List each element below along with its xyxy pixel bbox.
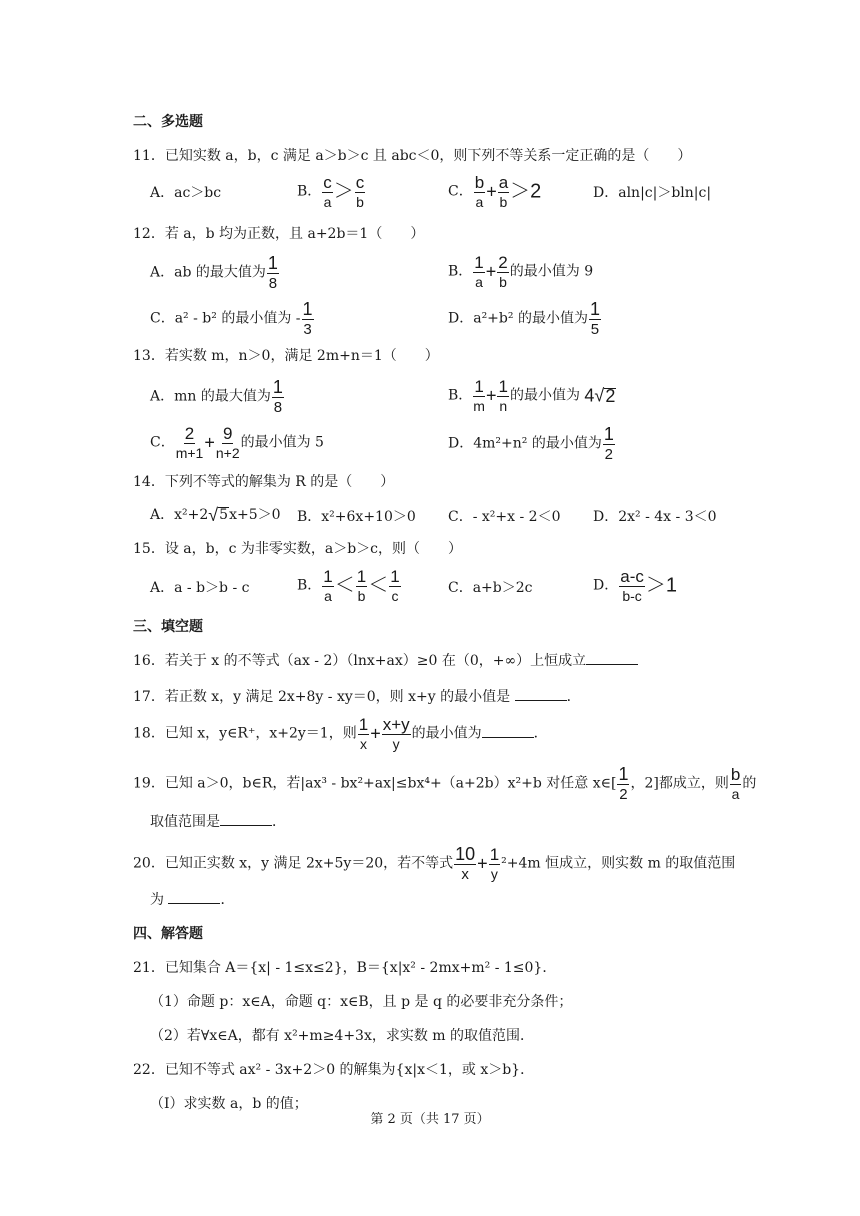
denominator: a bbox=[324, 588, 332, 604]
fraction bbox=[272, 378, 284, 415]
radicand: 2 bbox=[605, 385, 616, 406]
option-text: D．a²+b² 的最小值为 bbox=[448, 310, 588, 327]
numerator: 1 bbox=[589, 299, 600, 319]
plus: + bbox=[485, 261, 497, 282]
numerator: 1 bbox=[356, 567, 367, 586]
denominator: 8 bbox=[268, 275, 278, 292]
denominator: 2 bbox=[604, 446, 614, 463]
question-text: 19．已知 a＞0，b∈R，若|ax³ - bx²+ax|≤bx⁴+（a+2b）x²+b 对任意 x∈[ bbox=[133, 775, 617, 792]
section-heading-answer: 四、解答题 bbox=[133, 926, 203, 942]
numerator: c bbox=[355, 173, 365, 192]
question-11-stem: 11．已知实数 a，b，c 满足 a＞b＞c 且 abc＜0，则下列不等关系一定正确的是（ ） bbox=[133, 148, 692, 164]
q11-option-c bbox=[448, 174, 541, 209]
question-22-part-1: （Ⅰ）求实数 a，b 的值； bbox=[150, 1096, 308, 1112]
numerator: 1 bbox=[267, 253, 278, 273]
q12-option-c bbox=[150, 300, 315, 337]
question-14-stem: 14．下列不等式的解集为 R 的是（ ） bbox=[133, 474, 395, 490]
numerator: 1 bbox=[474, 377, 484, 396]
q11-option-b bbox=[297, 174, 366, 209]
denominator: 3 bbox=[303, 321, 312, 338]
denominator: b bbox=[499, 274, 507, 290]
q12-option-a bbox=[150, 254, 280, 291]
denominator: m+1 bbox=[175, 445, 204, 461]
fraction bbox=[589, 300, 601, 337]
option-label: B． bbox=[448, 387, 473, 404]
question-text: 18．已知 x，y∈R⁺，x+2y＝1，则 bbox=[133, 725, 357, 742]
fraction bbox=[356, 568, 367, 603]
q15-option-b bbox=[297, 568, 402, 603]
option-text: C．a² - b² 的最小值为 - bbox=[150, 310, 301, 327]
question-text: 16．若关于 x 的不等式（ax - 2）（lnx+ax）≥0 在（0，+∞）上恒成立 bbox=[133, 653, 587, 669]
fraction bbox=[322, 174, 333, 209]
relation: ＜ bbox=[334, 574, 355, 597]
question-16 bbox=[133, 651, 638, 671]
question-text: 17．若正数 x，y 满足 2x+8y - xy＝0，则 x+y 的最小值是 bbox=[133, 689, 515, 705]
numerator: 1 bbox=[603, 424, 614, 444]
page-footer: 第 2 页（共 17 页） bbox=[370, 1112, 490, 1127]
q14-option-b: B．x²+6x+10＞0 bbox=[297, 509, 416, 525]
option-text: x+5＞0 bbox=[229, 507, 281, 523]
relation: ＞1 bbox=[645, 574, 677, 597]
fraction bbox=[473, 254, 484, 289]
answer-blank bbox=[220, 813, 272, 826]
question-text: 的 bbox=[742, 775, 757, 792]
fraction bbox=[322, 568, 333, 603]
question-18: 18．已知 x，y∈R⁺，x+2y＝1，则 $\frac{1}{x}$ + $\frac{x+y}{y}$ 的最小值为 ． bbox=[133, 715, 548, 752]
numerator: b bbox=[730, 765, 741, 784]
q14-option-d: D．2x² - 4x - 3＜0 bbox=[593, 509, 717, 525]
option-text: A．mn 的最大值为 bbox=[150, 388, 271, 405]
question-17: 17．若正数 x，y 满足 2x+8y - xy＝0，则 x+y 的最小值是 ． bbox=[133, 689, 581, 705]
question-19 bbox=[133, 765, 756, 802]
fraction bbox=[474, 174, 485, 209]
fraction bbox=[619, 568, 645, 603]
answer-blank bbox=[482, 725, 534, 738]
q15-option-d bbox=[593, 568, 677, 603]
question-text: 20．已知正实数 x，y 满足 2x+5y＝20，若不等式 bbox=[133, 855, 454, 872]
fraction bbox=[498, 174, 509, 209]
question-text: 的最小值为 bbox=[411, 725, 482, 742]
fraction bbox=[617, 765, 629, 802]
fraction bbox=[603, 425, 615, 462]
option-label: C． bbox=[448, 183, 473, 200]
denominator: b bbox=[357, 588, 366, 604]
denominator: n+2 bbox=[215, 445, 240, 461]
q13-option-b bbox=[448, 378, 616, 413]
question-15-stem: 15．设 a，b，c 为非零实数，a＞b＞c，则（ ） bbox=[133, 541, 463, 557]
plus: + bbox=[477, 853, 488, 874]
fraction bbox=[497, 254, 508, 289]
coefficient: 4 bbox=[584, 385, 595, 406]
numerator: 10 bbox=[455, 844, 476, 864]
denominator: x bbox=[461, 866, 469, 883]
question-22-stem: 22．已知不等式 ax² - 3x+2＞0 的解集为{x|x＜1，或 x＞b}． bbox=[133, 1062, 535, 1078]
q15-option-a: A．a - b＞b - c bbox=[150, 580, 250, 596]
question-text: ²+4m 恒成立，则实数 m 的取值范围 bbox=[501, 855, 736, 872]
numerator: 1 bbox=[272, 377, 283, 397]
section-heading-multi-choice: 二、多选题 bbox=[133, 114, 203, 130]
fraction bbox=[355, 174, 366, 209]
q14-option-a bbox=[150, 505, 281, 525]
relation: ＞2 bbox=[510, 180, 542, 203]
numerator: 1 bbox=[618, 764, 629, 784]
option-text: A．x²+2 bbox=[150, 507, 209, 523]
denominator: b bbox=[499, 194, 508, 210]
option-text: 的最小值为 bbox=[509, 387, 585, 404]
numerator: 1 bbox=[474, 253, 484, 272]
question-20-line2: 为 ． bbox=[150, 892, 235, 908]
fraction bbox=[497, 378, 508, 413]
plus: + bbox=[486, 181, 497, 202]
q12-option-d bbox=[448, 300, 602, 337]
answer-blank bbox=[515, 688, 567, 701]
numerator: b bbox=[474, 173, 485, 192]
numerator: x+y bbox=[382, 715, 410, 734]
denominator: y bbox=[490, 866, 498, 882]
denominator: a bbox=[731, 786, 740, 802]
question-text: 为 bbox=[150, 892, 169, 908]
fraction bbox=[302, 300, 314, 337]
radical-sign: √ bbox=[594, 385, 605, 406]
option-label: B． bbox=[297, 577, 322, 594]
question-13-stem: 13．若实数 m，n＞0，满足 2m+n＝1（ ） bbox=[133, 348, 439, 364]
q13-option-d bbox=[448, 425, 616, 462]
denominator: y bbox=[392, 736, 400, 752]
fraction bbox=[267, 254, 279, 291]
option-label: C． bbox=[150, 434, 175, 451]
radicand: 5 bbox=[219, 507, 229, 523]
question-21-part-1: （1）命题 p：x∈A，命题 q：x∈B，且 p 是 q 的必要非充分条件； bbox=[150, 994, 573, 1010]
option-label: D． bbox=[593, 577, 619, 594]
q15-option-c: C．a+b＞2c bbox=[448, 580, 533, 596]
numerator: c bbox=[323, 173, 332, 192]
denominator: m bbox=[473, 398, 485, 414]
numerator: 1 bbox=[302, 299, 313, 319]
plus: + bbox=[204, 432, 215, 453]
option-text: A．ab 的最大值为 bbox=[150, 264, 266, 281]
denominator: a bbox=[323, 194, 332, 210]
denominator: 5 bbox=[590, 321, 600, 338]
question-20 bbox=[133, 845, 735, 882]
question-21-part-2: （2）若∀x∈A，都有 x²+m≥4+3x，求实数 m 的取值范围． bbox=[150, 1028, 535, 1044]
numerator: 1 bbox=[390, 567, 400, 586]
option-text: D．4m²+n² 的最小值为 bbox=[448, 435, 602, 452]
q11-option-a: A．ac＞bc bbox=[150, 185, 222, 201]
relation: ＜ bbox=[368, 574, 389, 597]
denominator: a bbox=[475, 194, 484, 210]
section-heading-fill-blank: 三、填空题 bbox=[133, 619, 203, 635]
radical-sign: √ bbox=[208, 505, 219, 525]
fraction bbox=[473, 378, 485, 413]
numerator: a-c bbox=[620, 567, 644, 586]
fraction bbox=[216, 425, 240, 460]
denominator: b bbox=[356, 194, 364, 210]
q13-option-c bbox=[150, 425, 324, 460]
numerator: 1 bbox=[498, 377, 508, 396]
numerator: 1 bbox=[358, 715, 369, 734]
numerator: 1 bbox=[323, 567, 333, 586]
numerator: 2 bbox=[498, 253, 508, 272]
option-text: 的最小值为 5 bbox=[240, 434, 324, 451]
fraction bbox=[176, 425, 204, 460]
q14-option-c: C．- x²+x - 2＜0 bbox=[448, 509, 561, 525]
fraction bbox=[382, 716, 411, 751]
question-12-stem: 12．若 a，b 均为正数，且 a+2b＝1（ ） bbox=[133, 226, 425, 242]
fraction bbox=[389, 568, 400, 603]
denominator: n bbox=[499, 398, 508, 414]
denominator: x bbox=[359, 736, 367, 752]
numerator: 9 bbox=[223, 424, 233, 443]
question-19-line2: 取值范围是 ． bbox=[150, 814, 286, 830]
q13-option-a bbox=[150, 378, 285, 415]
question-text: 取值范围是 bbox=[150, 814, 220, 830]
fraction bbox=[730, 766, 741, 801]
denominator: c bbox=[391, 588, 399, 604]
question-text: ，2]都成立，则 bbox=[630, 775, 729, 792]
denominator: a bbox=[475, 274, 483, 290]
fraction bbox=[358, 716, 369, 751]
denominator: 2 bbox=[619, 786, 628, 803]
plus: + bbox=[370, 723, 381, 744]
fraction bbox=[454, 845, 476, 882]
option-label: B． bbox=[448, 263, 473, 280]
answer-blank bbox=[586, 652, 638, 665]
q12-option-b bbox=[448, 254, 593, 289]
fraction bbox=[489, 846, 500, 881]
option-text: 的最小值为 9 bbox=[509, 263, 594, 280]
numerator: 2 bbox=[184, 424, 195, 443]
denominator: b-c bbox=[622, 588, 642, 604]
option-label: B． bbox=[297, 183, 322, 200]
numerator: 1 bbox=[489, 845, 500, 864]
q11-option-d: D．aln|c|＞bln|c| bbox=[593, 185, 712, 201]
answer-blank bbox=[168, 891, 220, 904]
plus: + bbox=[485, 385, 497, 406]
numerator: a bbox=[498, 173, 509, 192]
denominator: 8 bbox=[273, 399, 283, 416]
question-21-stem: 21．已知集合 A＝{x| - 1≤x≤2}，B＝{x|x² - 2mx+m² - 1≤0}． bbox=[133, 960, 557, 976]
relation: ＞ bbox=[333, 180, 354, 203]
